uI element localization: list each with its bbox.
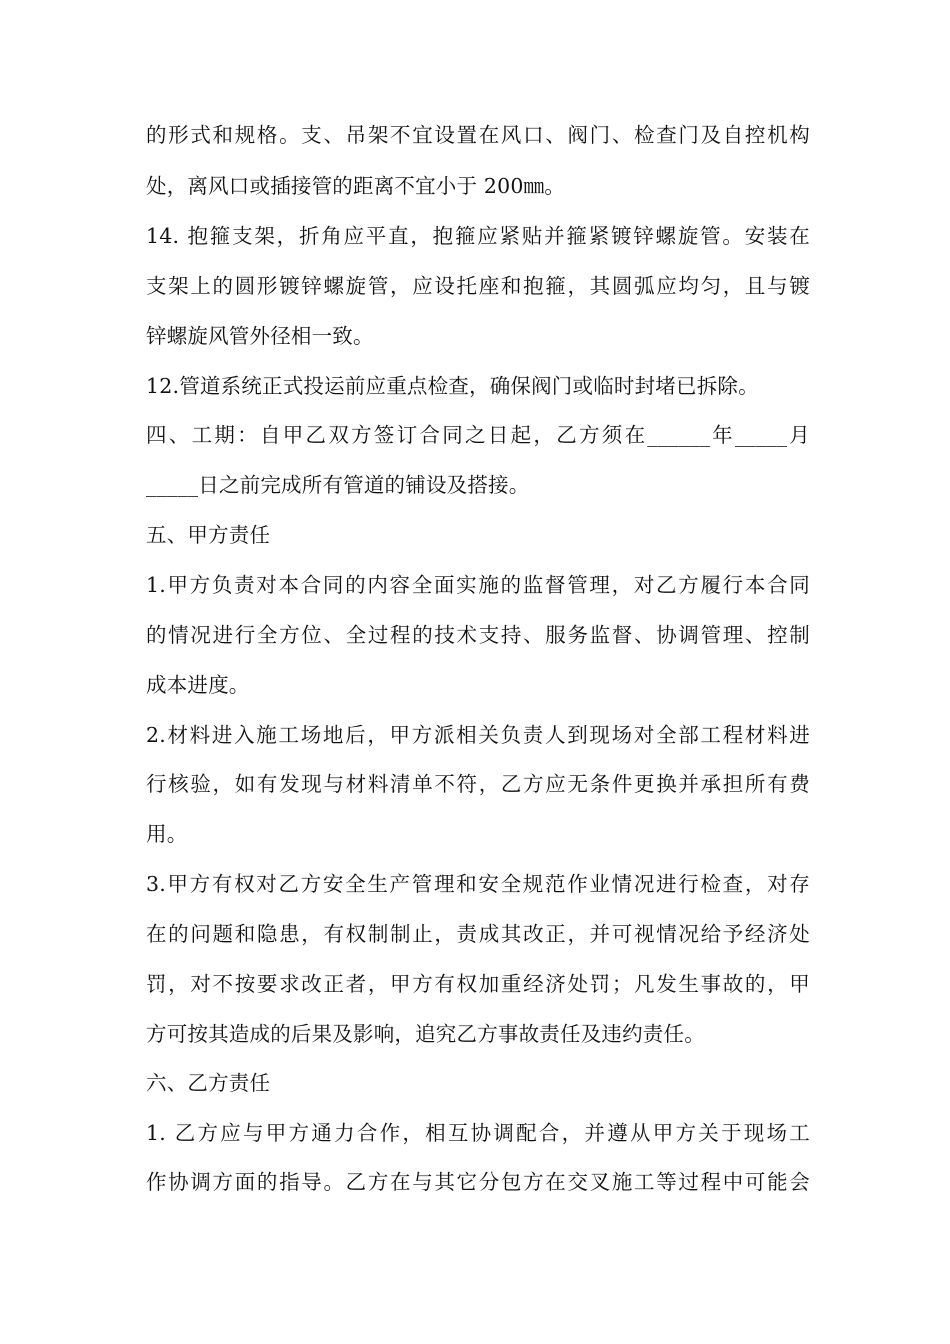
section-heading: 五、甲方责任 [146,523,271,547]
text-line: 12.管道系统正式投运前应重点检查，确保阀门或临时封堵已拆除。 [146,374,759,398]
text-line: 罚，对不按要求改正者，甲方有权加重经济处罚；凡发生事故的，甲 [146,972,810,996]
text-line: 14. 抱箍支架，折角应平直，抱箍应紧贴并箍紧镀锌螺旋管。安装在 [146,224,810,248]
text-line: 1.甲方负责对本合同的内容全面实施的监督管理，对乙方履行本合同 [146,573,810,597]
text-line: 用。 [146,822,188,846]
text-line: 支架上的圆形镀锌螺旋管，应设托座和抱箍，其圆弧应均匀，且与镀 [146,274,810,298]
text-line: 成本进度。 [146,673,250,697]
text-line: 锌螺旋风管外径相一致。 [146,324,374,348]
text-line: 的形式和规格。支、吊架不宜设置在风口、阀门、检查门及自控机构 [146,123,810,147]
text-line: 方可按其造成的后果及影响，追究乙方事故责任及违约责任。 [146,1022,705,1046]
text-line: 行核验，如有发现与材料清单不符，乙方应无条件更换并承担所有费 [146,772,810,796]
text-line: 1. 乙方应与甲方通力合作，相互协调配合，并遵从甲方关于现场工 [146,1121,810,1145]
text-line: 2.材料进入施工场地后，甲方派相关负责人到现场对全部工程材料进 [146,723,810,747]
text-line: 四、工期：自甲乙双方签订合同之日起，乙方须在______年_____月 [146,423,810,447]
text-line: 在的问题和隐患，有权制制止，责成其改正，并可视情况给予经济处 [146,922,810,946]
text-line: 的情况进行全方位、全过程的技术支持、服务监督、协调管理、控制 [146,623,810,647]
text-line: 作协调方面的指导。乙方在与其它分包方在交叉施工等过程中可能会 [146,1170,810,1194]
text-line: 3.甲方有权对乙方安全生产管理和安全规范作业情况进行检查，对存 [146,872,810,896]
text-line: 处，离风口或插接管的距离不宜小于 200㎜。 [146,174,566,198]
text-line: _____日之前完成所有管道的铺设及搭接。 [146,473,530,497]
section-heading: 六、乙方责任 [146,1071,271,1095]
